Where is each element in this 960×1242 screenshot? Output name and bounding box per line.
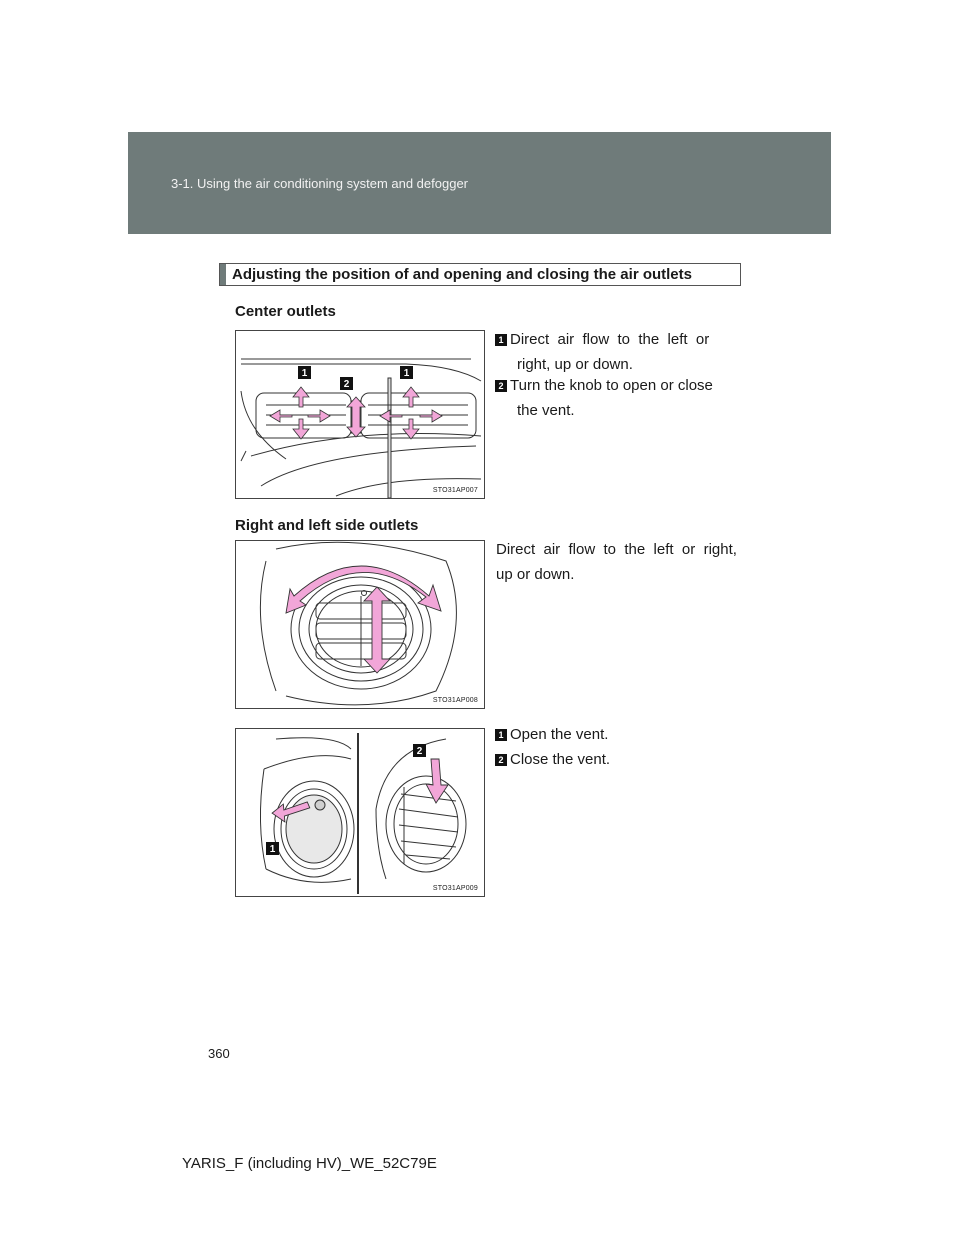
vent-open-close-illustration [236, 729, 485, 897]
side-description-line1: Direct air flow to the left or right, [496, 541, 737, 558]
section-title: Adjusting the position of and opening and closing the air outlets [232, 266, 692, 283]
vent-step-2 [495, 747, 743, 772]
side-outlets-heading: Right and left side outlets [235, 517, 419, 534]
center-step-1-line1: Direct air flow to the left or [510, 331, 710, 348]
step-number-badge: 1 [495, 729, 507, 741]
step-number-badge: 2 [495, 380, 507, 392]
page-number: 360 [208, 1046, 230, 1061]
svg-text:2: 2 [416, 746, 423, 757]
footer-doc-code: YARIS_F (including HV)_WE_52C79E [182, 1155, 437, 1172]
step-number-badge: 1 [495, 334, 507, 346]
vent-step-2-text: Close the vent. [510, 751, 611, 768]
vent-open-close-figure [235, 728, 485, 897]
side-outlets-illustration [236, 541, 485, 709]
side-description [496, 537, 741, 587]
svg-text:1: 1 [403, 368, 410, 379]
center-step-2-line2: the vent. [517, 402, 575, 419]
center-step-2 [495, 373, 743, 423]
center-step-1 [495, 327, 743, 377]
section-title-box [219, 263, 741, 286]
side-description-line2: up or down. [496, 566, 575, 583]
svg-text:1: 1 [269, 844, 276, 855]
section-title-bar [220, 264, 226, 285]
side-outlets-figure [235, 540, 485, 709]
center-step-1-line2: right, up or down. [517, 356, 633, 373]
header-band [128, 132, 831, 234]
center-figure-id: STO31AP007 [432, 487, 478, 494]
side-figure-id: STO31AP008 [432, 697, 478, 704]
center-outlets-figure [235, 330, 485, 499]
vent-step-1-text: Open the vent. [510, 726, 609, 743]
vent-figure-id: STO31AP009 [432, 885, 478, 892]
header-section-title: 3-1. Using the air conditioning system and defogger [171, 176, 469, 191]
vent-step-1 [495, 722, 743, 747]
svg-text:1: 1 [301, 368, 308, 379]
svg-text:2: 2 [343, 379, 350, 390]
step-number-badge: 2 [495, 754, 507, 766]
center-outlets-illustration [236, 331, 485, 499]
center-step-2-line1: Turn the knob to open or close [510, 377, 713, 394]
center-outlets-heading: Center outlets [235, 303, 336, 320]
